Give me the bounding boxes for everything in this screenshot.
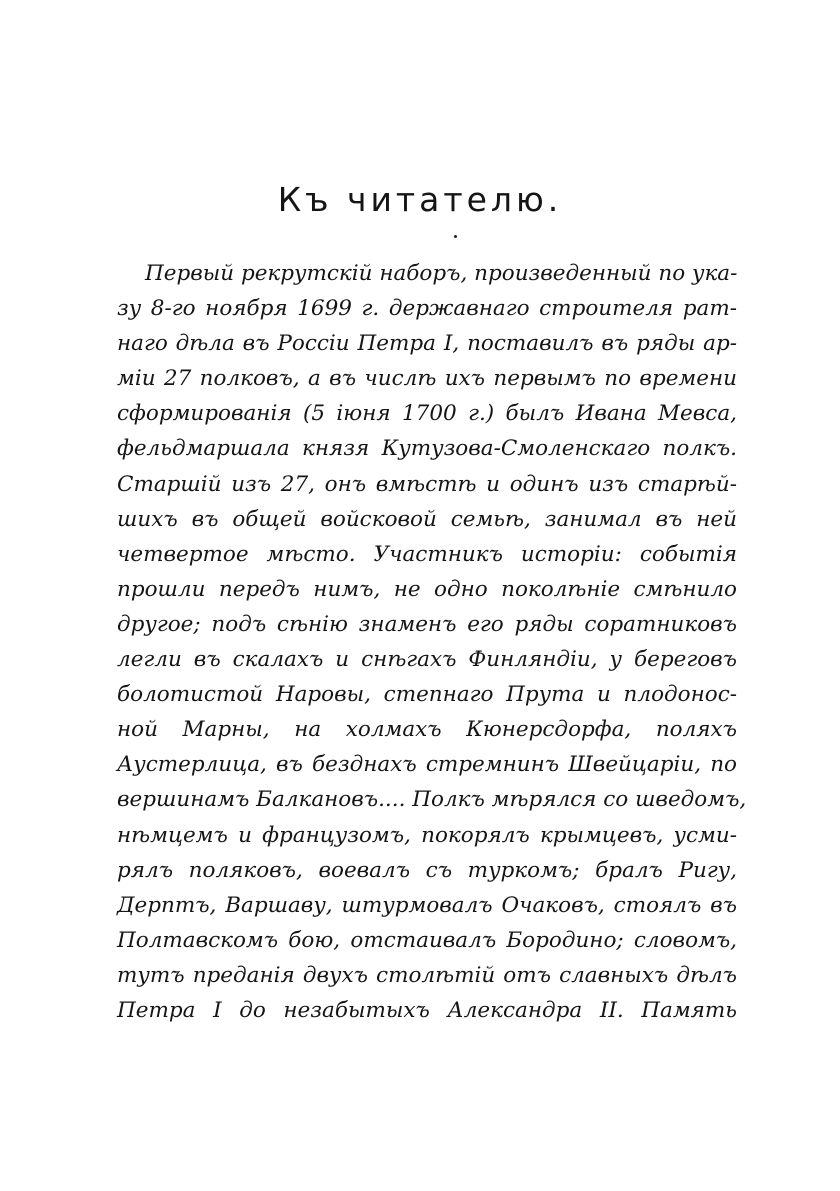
text-line: четвертое мѣсто. Участникъ исторіи: событія — [117, 541, 737, 567]
text-line: вершинамъ Балкановъ.... Полкъ мѣрялся со шведомъ, — [117, 787, 747, 813]
text-line: легли въ скалахъ и снѣгахъ Финляндіи, у береговъ — [117, 647, 737, 673]
text-line: фельдмаршала князя Кутузова-Смоленскаго полкъ. — [117, 436, 737, 462]
decorative-dot — [454, 235, 457, 238]
text-line: Старшій изъ 27, онъ вмѣстѣ и одинъ изъ старѣй- — [117, 471, 737, 497]
text-line: міи 27 полковъ, а въ числѣ ихъ первымъ по времени — [117, 366, 737, 392]
text-line: Аустерлица, въ безднахъ стремнинъ Швейцаріи, по — [117, 752, 737, 778]
text-line: нѣмцемъ и французомъ, покорялъ крымцевъ, усми- — [117, 822, 737, 848]
text-line: тутъ преданія двухъ столѣтій отъ славныхъ дѣлъ — [117, 962, 737, 988]
body-paragraph — [117, 256, 747, 1028]
text-line: другое; подъ сѣнію знаменъ его ряды соратниковъ — [117, 611, 737, 637]
text-line: зу 8-го ноября 1699 г. державнаго строителя рат- — [117, 296, 737, 322]
text-line: рялъ поляковъ, воевалъ съ туркомъ; бралъ Ригу, — [117, 857, 737, 883]
text-line: сформированія (5 іюня 1700 г.) былъ Ивана Мевса, — [117, 401, 737, 427]
page-heading: Къ читателю. — [277, 180, 563, 219]
text-line: болотистой Наровы, степнаго Прута и плодонос- — [117, 682, 737, 708]
text-line: Петра I до незабытыхъ Александра II. Память — [117, 997, 737, 1023]
text-line: наго дѣла въ Россіи Петра I, поставилъ въ ряды ар- — [117, 331, 737, 357]
text-line: Первый рекрутскій наборъ, произведенный по ука- — [145, 261, 738, 286]
text-line: ной Марны, на холмахъ Кюнерсдорфа, поляхъ — [117, 717, 737, 743]
text-line: прошли передъ нимъ, не одно поколѣніе смѣнило — [117, 576, 737, 602]
text-line: шихъ въ общей войсковой семьѣ, занимал въ ней — [117, 506, 737, 532]
text-line: Полтавскомъ бою, отстаивалъ Бородино; словомъ, — [117, 927, 737, 953]
text-line: Дерптъ, Варшаву, штурмовалъ Очаковъ, стоялъ въ — [117, 892, 737, 918]
